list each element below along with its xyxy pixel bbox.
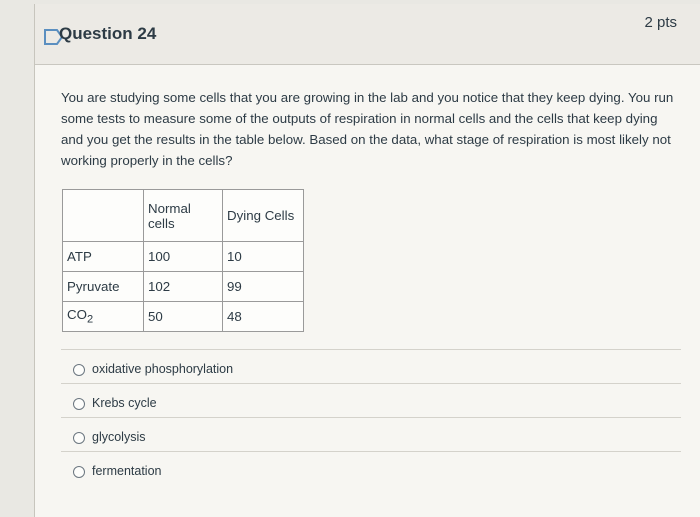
table-row: [63, 302, 304, 332]
table-header-cell: [63, 190, 144, 242]
dying-value: 48: [223, 302, 304, 332]
table-row: [63, 242, 304, 272]
question-title: Question 24: [59, 24, 157, 43]
answer-label[interactable]: glycolysis: [92, 430, 146, 444]
question-points: 2 pts: [644, 14, 677, 31]
dying-value: 99: [223, 272, 304, 302]
row-label: Pyruvate: [63, 272, 144, 302]
co2-label: CO: [67, 307, 87, 323]
answer-option[interactable]: [61, 417, 681, 451]
table-header-cell: Dying Cells: [223, 190, 304, 242]
normal-value: 50: [144, 302, 223, 332]
table-row: [63, 272, 304, 302]
answer-label[interactable]: Krebs cycle: [92, 396, 157, 410]
co2-subscript: 2: [86, 313, 94, 326]
table-header-cell: Normal cells: [144, 190, 223, 242]
answer-option[interactable]: [61, 451, 681, 485]
answer-option[interactable]: [61, 349, 681, 383]
normal-value: 102: [144, 272, 223, 302]
answer-list: [61, 349, 681, 485]
row-label: [63, 302, 144, 332]
answer-label[interactable]: fermentation: [92, 464, 162, 478]
question-card: [34, 4, 700, 517]
dying-value: 10: [223, 242, 304, 272]
row-label: ATP: [63, 242, 144, 272]
radio-button[interactable]: [73, 432, 85, 444]
radio-button[interactable]: [73, 398, 85, 410]
question-text: You are studying some cells that you are growing in the lab and you notice that they keep dying. You run some tests to measure some of the outputs of respiration in normal cells and the cells that keep dying and you get the results in the table below. Based on the data, what stage of respiration is most likely not working properly in the cells?: [61, 90, 674, 168]
results-table: [62, 189, 304, 332]
answer-label[interactable]: oxidative phosphorylation: [92, 362, 234, 376]
normal-value: 100: [144, 242, 223, 272]
radio-button[interactable]: [73, 466, 85, 478]
table-header-row: [63, 190, 304, 242]
question-header: [35, 4, 700, 65]
radio-button[interactable]: [73, 364, 85, 376]
answer-option[interactable]: [61, 383, 681, 417]
